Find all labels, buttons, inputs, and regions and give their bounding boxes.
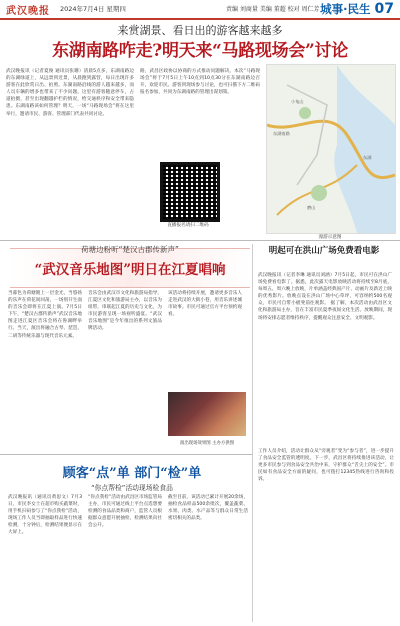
lead-headline: 东湖南路咋走?明天来“马路现场会”讨论 [52,41,348,61]
map-label: 小龟山 [291,99,304,104]
column-divider [252,244,253,622]
concert-photo [168,392,246,436]
editor-credits: 责编 刘商量 美编 董超 校对 周仁芳 [226,6,320,13]
food-col3: 截至目前，该活动已累计开展20余场，抽检食品样品500余批次，覆盖蔬菜、水果、肉类、水产品等与群众日常生活密切相关的品类。 [168,495,248,522]
map-label: 东湖 [363,155,372,160]
side-headline: 明起可在洪山广场免费看电影 [268,246,380,256]
section-label [320,1,394,17]
issue-date: 2024年7月4日 星期四 [60,5,126,13]
food-col2: “你点我检”活动由武昌区市场监管局主办，市民可通过线上平台点选想要检测的食品品类和商户，监管人员根据群众意愿开展抽检，检测结果向社会公开。 [88,495,162,529]
map-label: 东湖南路 [273,131,290,136]
music-col2: 音乐会由武汉市文化和旅游局指导，江夏区文化和旅游局主办，以音乐为纽带，串联起江夏的历史与文化，为市民游客呈现一场视听盛宴。“武汉音乐地图”是今年推出的系列文旅品牌活动。 [88,291,162,332]
side-body-p2: 据了解，本次活动由武昌区文化和旅游局主办，旨在丰富市民夏季夜间文化生活。放映期间，现场将安排志愿者维持秩序，提醒观众注意安全、文明观影。 [258,301,392,321]
food-headline: 顾客“点”单 部门“检”单 [62,466,202,481]
map-caption: 漫游示意图 [318,235,342,240]
lead-kicker: 来赏湖景、看日出的游客越来越多 [117,24,283,37]
divider [0,454,252,455]
section-name: 城事·民生 [320,2,371,16]
lead-body-col2: 路，武昌区政协以协商的方式推动问题解决。本次“马路现场会”将于7月5日上午10点到10点30分在东湖南路边召开，欢迎市民、游客到现场参与讨论，也可扫描下方二维码报名参加，共同为东湖南路的管理出谋划策。 [140,69,260,96]
map-label: 磨山 [307,205,316,210]
qr-code-icon[interactable] [160,162,220,222]
route-map [266,64,396,234]
lead-body-col1: 武汉晚报讯（记者夏俊 通讯员张珊）清晨5点多，东湖南路边的东湖绿道上，从远景到近景，从晨跑到露营，每日出现许多游客在此欣赏日出、拍照。东湖南路沿线的游人越来越多，而人员车辆的增多也带来了不少问题。这里有游客随意停车，占道拍摄，甚至出现翻越护栏的情况，给交通秩序和安全带来隐患。东湖南路该如何管理？明天，一场“马路现场会”将在这里举行，邀请市民、游客、管理部门代表共同讨论。 [6,69,134,117]
music-headline: “武汉音乐地图”明日在江夏唱响 [34,262,226,278]
qr-caption: 直播报名请扫二维码 [167,223,209,228]
page-header [0,0,400,20]
music-col1: 当暮色为荷塘镀上一层金光，当悠扬的乐声在荷花间回荡，一场别开生面的音乐会即将在江夏上演。7月5日下午，“楚汉古郡传新声”武汉音乐地图走进江夏区音乐会将在鲁湖畔举行。当天，演出将融合古琴、琵琶、二胡等传统乐器与现代音乐元素。 [8,291,82,339]
music-kicker: 荷塘边粉听“楚汉古郡传新声” [81,245,179,254]
side-body-p1: 武汉晚报讯（记者李琳 通讯员刘涵）7月5日起，市民可在洪山广场免费看电影了。据悉，此次露天电影放映活动将持续至8月底，每周五、周六晚上放映，片单涵盖经典国产片、动画片及新近上映的优秀影片。放映点设在洪山广场中心草坪，可容纳约500名观众，市民可自带小板凳前往观影。 [258,273,392,307]
page-number: 07 [374,1,394,17]
newspaper-logo: 武汉晚报 [6,6,50,17]
music-col3: 该活动将持续开展，邀请更多音乐人走进武汉的大街小巷，用音乐讲述城市故事。市民可通过官方平台预约观看。 [168,291,242,318]
food-col4: 工作人员介绍，活动让群众从“旁观者”变为“参与者”，进一步提升了食品安全监管的透明度。下一步，武昌区将持续推进该活动，让更多市民参与到食品安全共治中来，守护群众“舌尖上的安全”。市民如有食品安全方面的疑问，也可拨打12345热线进行咨询和投诉。 [258,449,394,483]
photo-caption: 演出现场效果图 主办方供图 [179,441,235,446]
map-graphic [267,65,395,233]
side-body [258,272,392,442]
food-col1: 武汉晚报讯（通讯员黄思文）7月3日，市民李女士在超市购买蔬菜时，用手机扫码参与了“你点我检”活动，现场工作人员当即抽取样品进行快速检测，十分钟后，检测结果便显示在大屏上。 [8,495,82,536]
food-subtitle: “你点帮检”活动现场检食品 [91,484,173,492]
divider [0,240,400,241]
